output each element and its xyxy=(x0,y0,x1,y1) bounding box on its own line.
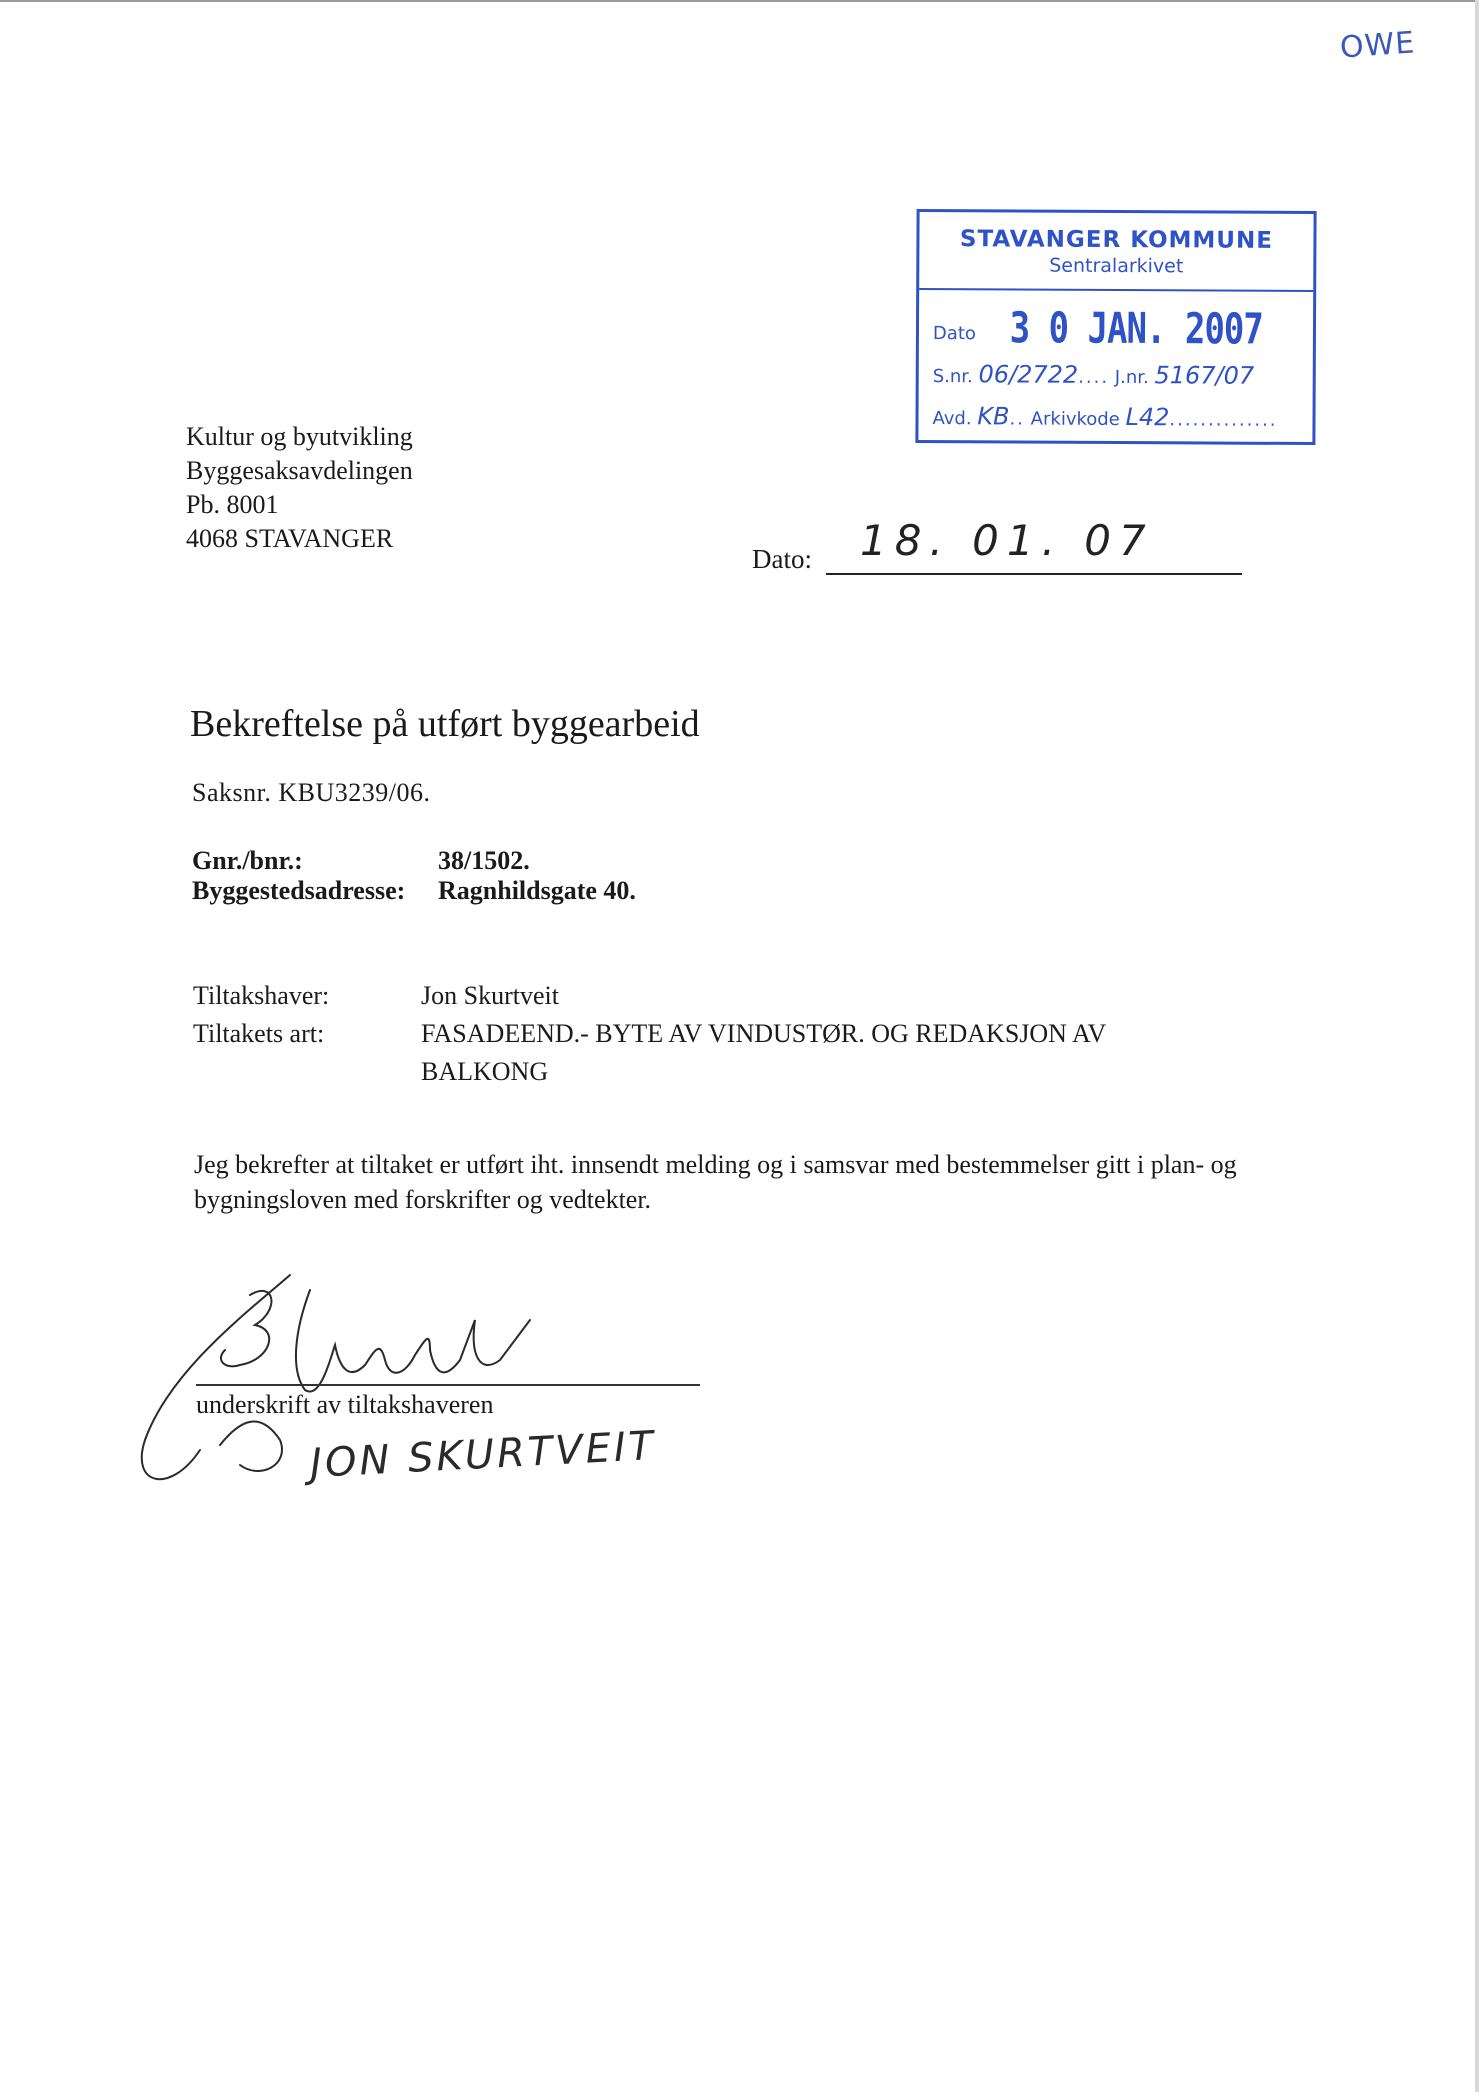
top-edge-rule xyxy=(0,0,1479,2)
stamp-jnr-value: 5167/07 xyxy=(1154,361,1255,390)
signature-label: underskrift av tiltakshaveren xyxy=(196,1390,494,1419)
signature-line xyxy=(196,1384,700,1386)
address-line: Kultur og byutvikling xyxy=(186,422,413,451)
owner-label: Tiltakshaver: xyxy=(193,981,330,1010)
project-type-label: Tiltakets art: xyxy=(193,1019,325,1048)
gnr-label: Gnr./bnr.: xyxy=(192,846,303,875)
handwritten-initials: OWE xyxy=(1338,25,1417,66)
site-address-value: Ragnhildsgate 40. xyxy=(438,876,636,905)
stamp-avd-label: Avd. xyxy=(932,408,972,430)
site-address-label: Byggestedsadresse: xyxy=(192,876,406,905)
owner-value: Jon Skurtveit xyxy=(421,981,559,1010)
stamp-avd-value: KB xyxy=(977,402,1010,431)
stamp-snr-row: S.nr. 06/2722.... J.nr. 5167/07 xyxy=(932,360,1255,390)
date-handwritten: 18. 01. 07 xyxy=(860,516,1154,565)
project-type-value: FASADEEND.- BYTE AV VINDUSTØR. OG REDAKSJON AV BALKONG xyxy=(421,1019,1106,1086)
date-label: Dato: xyxy=(752,544,812,574)
printed-name-handwritten: JON SKURTVEIT xyxy=(309,1422,658,1488)
address-line: Pb. 8001 xyxy=(186,490,279,519)
stamp-header xyxy=(919,212,1313,292)
stamp-unit: Sentralarkivet xyxy=(1049,254,1184,278)
stamp-date-value: 3 0 JAN. 2007 xyxy=(1009,303,1263,355)
stamp-snr-value: 06/2722 xyxy=(978,360,1079,389)
document-title: Bekreftelse på utført byggearbeid xyxy=(190,703,700,745)
case-number: Saksnr. KBU3239/06. xyxy=(192,778,431,807)
right-edge-shadow xyxy=(1475,0,1479,2092)
stamp-arkivkode-label: Arkivkode xyxy=(1030,408,1120,431)
confirmation-paragraph: Jeg bekrefter at tiltaket er utført iht. innsendt melding og i samsvar med bestemmelser gitt i plan- og bygningsloven med forskrifter og vedtekter. xyxy=(194,1150,1237,1214)
address-line: 4068 STAVANGER xyxy=(186,524,394,553)
stamp-organization: STAVANGER KOMMUNE xyxy=(959,226,1274,254)
stamp-date-row xyxy=(932,303,1263,355)
stamp-snr-label: S.nr. xyxy=(932,366,973,388)
address-line: Byggesaksavdelingen xyxy=(186,456,413,485)
recipient-address xyxy=(186,420,413,556)
archive-stamp xyxy=(915,209,1316,445)
date-underline xyxy=(826,573,1242,575)
gnr-value: 38/1502. xyxy=(438,846,530,875)
stamp-avd-row: Avd. KB.. Arkivkode L42.............. xyxy=(932,402,1278,432)
stamp-arkivkode-value: L42 xyxy=(1125,403,1170,432)
stamp-date-label: Dato xyxy=(932,323,976,345)
stamp-jnr-label: J.nr. xyxy=(1114,366,1149,389)
